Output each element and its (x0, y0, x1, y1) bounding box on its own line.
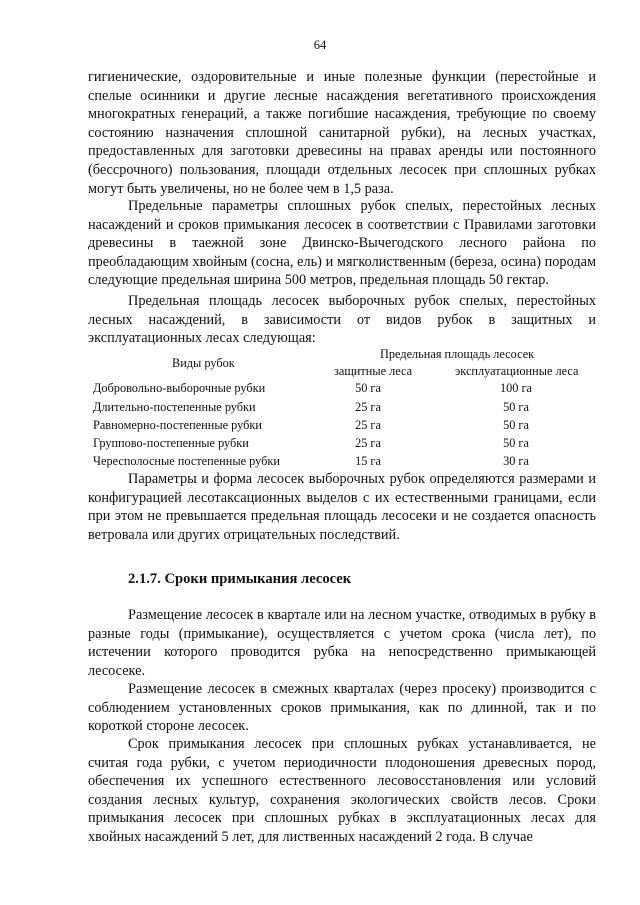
table-cell-protective: 15 га (355, 454, 381, 468)
table-header-group: Предельная площадь лесосек (380, 347, 535, 361)
table-cell-protective: 50 га (355, 381, 381, 395)
table-cell-type: Равномерно-постепенные рубки (93, 418, 262, 432)
paragraph-clearcut-parameters: Предельные параметры сплошных рубок спелых, перестойных лесных насаждений и сроков примыкания лесосек в соответствии с Правилами заготовки древесины в таежной зоне Двинско-Вычегодского лесного района по преобладающим хвойным (сосна, ель) и мягколиственным (береза, осина) породам следующие предельная ширина 500 метров, предельная площадь 50 гектар. (88, 198, 596, 289)
table-cell-type: Длительно-постепенные рубки (93, 400, 256, 414)
table-cell-exploitation: 50 га (503, 418, 529, 432)
table-header-type: Виды рубок (172, 356, 235, 370)
table-cell-exploitation: 50 га (503, 400, 529, 414)
table-cell-protective: 25 га (355, 436, 381, 450)
table-cell-protective: 25 га (355, 400, 381, 414)
table-cell-exploitation: 100 га (499, 381, 533, 395)
paragraph-adjacency-term: Срок примыкания лесосек при сплошных рубках устанавливается, не считая года рубки, с учетом периодичности плодоношения древесных пород, обеспечения их успешного естественного лесовосстановления или условий создания лесных культур, сохранения экологических свойств лесов. Сроки примыкания лесосек при сплошных рубках в эксплуатационных лесах для хвойных насаждений 5 лет, для лиственных насаждений 2 года. В случае (88, 736, 596, 845)
table-cell-type: Добровольно-выборочные рубки (93, 381, 266, 395)
section-heading: 2.1.7. Сроки примыкания лесосек (128, 571, 352, 587)
table-cell-protective: 25 га (355, 418, 381, 432)
table-header-exploitation: эксплуатационные леса (455, 364, 579, 378)
paragraph-adjacency: Размещение лесосек в квартале или на лесном участке, отводимых в рубку в разные годы (примыкание), осуществляется с учетом срока (числа лет), по истечении которого проводится рубка на непосредственно примыкающей лесосеке. (88, 607, 596, 679)
table-cell-type: Группово-постепенные рубки (93, 436, 249, 450)
table-cell-exploitation: 50 га (503, 436, 529, 450)
paragraph-selective-form: Параметры и форма лесосек выборочных рубок определяются размерами и конфигурацией лесотаксационных выделов с их естественными границами, если при этом не превышается предельная площадь лесосеки и не создается опасность ветровала или других отрицательных последствий. (88, 471, 596, 543)
page-number: 64 (313, 38, 327, 52)
table-cell-exploitation: 30 га (503, 454, 529, 468)
paragraph-continuation: гигиенические, оздоровительные и иные полезные функции (перестойные и спелые осинники и другие лесные насаждения вегетативного происхождения многократных генераций, а также погибшие насаждения, требующие по своему состоянию назначения сплошной санитарной рубки), на лесных участках, предоставленных для заготовки древесины на правах аренды или постоянного (бессрочного) пользования, площади отдельных лесосек при сплошных рубках могут быть увеличены, но не более чем в 1,5 раза. (88, 69, 596, 197)
table-header-protective: защитные леса (334, 364, 413, 378)
paragraph-adjacent-quarters: Размещение лесосек в смежных кварталах (через просеку) производится с соблюдением установленных сроков примыкания, как по длинной, так и по короткой стороне лесосек. (88, 681, 596, 735)
paragraph-selective-area: Предельная площадь лесосек выборочных рубок спелых, перестойных лесных насаждений, в зависимости от видов рубок в защитных и эксплуатационных лесах следующая: (88, 293, 596, 347)
table-cell-type: Чересполосные постепенные рубки (93, 454, 280, 468)
